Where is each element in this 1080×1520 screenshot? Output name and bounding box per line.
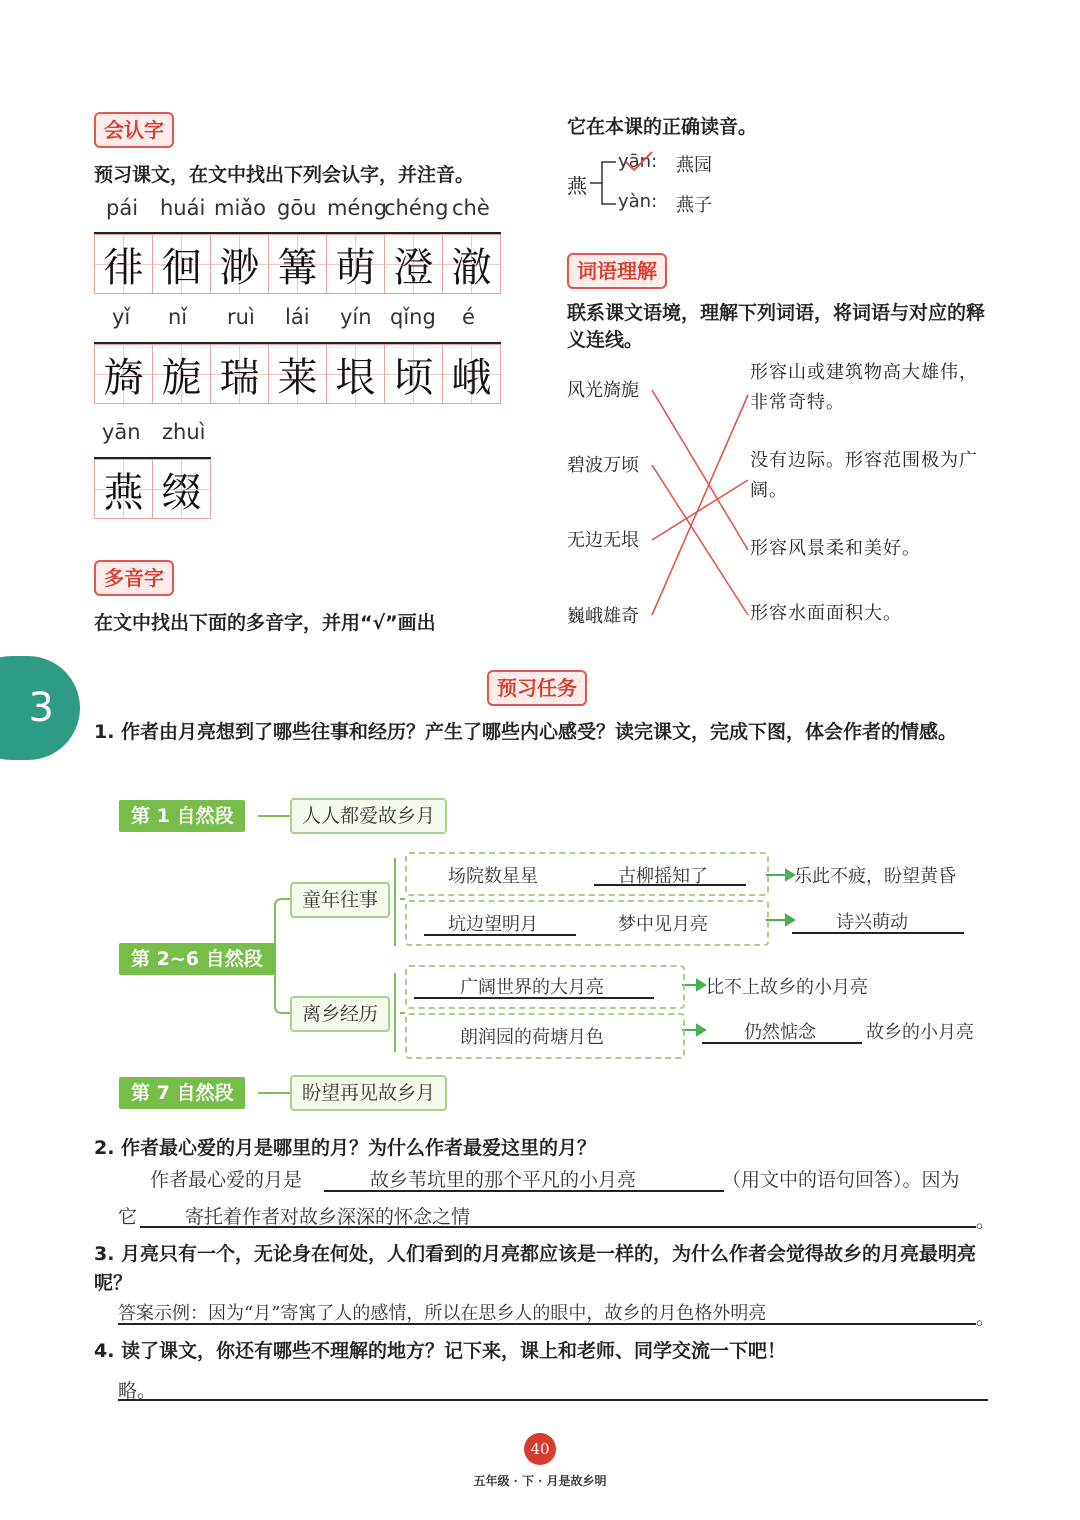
q3-answer: 答案示例：因为“月”寄寓了人的感情，所以在思乡人的眼中，故乡的月色格外明亮 xyxy=(118,1303,767,1324)
pinyin: yín xyxy=(340,305,372,329)
task-tag: 预习任务 xyxy=(487,670,587,706)
word-item: 风光旖旎 xyxy=(567,380,639,401)
reading-word-1: 燕园 xyxy=(676,155,712,176)
para-2-label: 第 2~6 自然段 xyxy=(119,943,275,975)
pinyin: miǎo xyxy=(214,196,267,220)
word-item: 碧波万顷 xyxy=(567,455,639,476)
childhood-row-1-b: 古柳摇知了 xyxy=(618,866,708,887)
pinyin: huái xyxy=(160,196,206,220)
char-cell: 峨 xyxy=(442,344,501,404)
para-1-content: 人人都爱故乡月 xyxy=(290,798,447,834)
away-label: 离乡经历 xyxy=(290,996,390,1032)
definition-item: 形容水面面积大。 xyxy=(750,603,902,624)
para-3-label: 第 7 自然段 xyxy=(119,1077,245,1109)
polyphone-instruction: 在文中找出下面的多音字，并用“√”画出 xyxy=(94,612,436,634)
away-row-1-result: 比不上故乡的小月亮 xyxy=(706,977,868,998)
q2-end: 。 xyxy=(976,1210,996,1232)
char-cell: 莱 xyxy=(268,344,327,404)
answer-underline xyxy=(140,1226,976,1228)
q2-line1-post: （用文中的语句回答）。因为 xyxy=(722,1169,960,1191)
reading-pinyin-2: yàn: xyxy=(618,191,658,212)
char-cell: 徊 xyxy=(152,234,211,294)
away-row-1-a: 广阔世界的大月亮 xyxy=(460,977,604,998)
childhood-row-2-a: 坑边望明月 xyxy=(448,914,538,935)
away-row-2-result-fill: 仍然惦念 xyxy=(744,1022,816,1043)
pinyin: pái xyxy=(106,196,139,220)
childhood-label: 童年往事 xyxy=(290,882,390,918)
recognize-tag: 会认字 xyxy=(94,112,174,148)
polyphone-char: 燕 xyxy=(567,174,587,198)
question-2: 2. 作者最心爱的月是哪里的月？为什么作者最爱这里的月？ xyxy=(94,1137,597,1159)
words-tag: 词语理解 xyxy=(567,253,667,289)
definition-item: 没有边际。形容范围极为广阔。 xyxy=(750,450,978,501)
pinyin: gōu xyxy=(277,196,317,220)
question-4: 4. 读了课文，你还有哪些不理解的地方？记下来，课上和老师、同学交流一下吧！ xyxy=(94,1340,787,1362)
childhood-row-2-result: 诗兴萌动 xyxy=(836,912,908,933)
char-cell: 萌 xyxy=(326,234,385,294)
char-cell: 顷 xyxy=(384,344,443,404)
char-cell: 澄 xyxy=(384,234,443,294)
match-line xyxy=(652,480,748,540)
char-cell: 瑞 xyxy=(210,344,269,404)
char-cell: 旖 xyxy=(94,344,153,404)
pinyin: méng xyxy=(327,196,388,220)
question-3: 3. 月亮只有一个，无论身在何处，人们看到的月亮都应该是一样的，为什么作者会觉得故乡的月亮最明亮呢？ xyxy=(94,1243,977,1294)
match-line xyxy=(652,395,748,615)
pinyin: lái xyxy=(285,305,310,329)
check-mark-icon xyxy=(618,148,658,176)
answer-underline xyxy=(792,932,964,934)
page-number: 40 xyxy=(524,1433,556,1465)
brace-icon xyxy=(586,152,620,210)
char-cell: 澈 xyxy=(442,234,501,294)
pinyin: é xyxy=(462,305,475,329)
away-row-2-result-tail: 故乡的小月亮 xyxy=(866,1022,974,1043)
char-cell: 徘 xyxy=(94,234,153,294)
chapter-badge: 3 xyxy=(0,656,80,760)
q2-line2-pre: 它 xyxy=(118,1206,138,1228)
char-cell: 旎 xyxy=(152,344,211,404)
recognize-instruction: 预习课文，在文中找出下列会认字，并注音。 xyxy=(94,164,475,186)
pinyin: chéng xyxy=(384,196,449,220)
word-item: 无边无垠 xyxy=(567,530,639,551)
pinyin: nǐ xyxy=(168,305,188,329)
char-cell: 篝 xyxy=(268,234,327,294)
definition-item: 形容山或建筑物高大雄伟，非常奇特。 xyxy=(750,362,978,413)
q2-line1-pre: 作者最心爱的月是 xyxy=(150,1169,303,1191)
q2-answer-2: 寄托着作者对故乡深深的怀念之情 xyxy=(185,1206,471,1228)
q3-end: 。 xyxy=(976,1307,996,1329)
answer-underline xyxy=(702,1042,862,1044)
match-line xyxy=(652,390,748,550)
pinyin: chè xyxy=(452,196,490,220)
pinyin: ruì xyxy=(227,305,255,329)
pinyin: zhuì xyxy=(162,420,206,444)
childhood-row-1-a: 场院数星星 xyxy=(448,866,538,887)
char-grid-row-1 xyxy=(94,232,501,294)
polyphone-tag: 多音字 xyxy=(94,560,174,596)
childhood-row-2-b: 梦中见月亮 xyxy=(618,914,708,935)
reading-word-2: 燕子 xyxy=(676,195,712,216)
pinyin: yǐ xyxy=(112,305,131,329)
char-cell: 燕 xyxy=(94,459,153,519)
words-instruction: 联系课文语境，理解下列词语，将词语与对应的释义连线。 xyxy=(567,302,986,351)
para-1-label: 第 1 自然段 xyxy=(119,800,245,832)
char-grid-row-3 xyxy=(94,457,211,519)
answer-underline xyxy=(594,884,746,886)
question-1: 1. 作者由月亮想到了哪些往事和经历？产生了哪些内心感受？读完课文，完成下图，体会作者的情感。 xyxy=(94,721,958,743)
matching-lines xyxy=(640,370,760,630)
pinyin: yān xyxy=(102,420,141,444)
char-grid-row-2 xyxy=(94,342,501,404)
q4-answer: 略。 xyxy=(118,1380,157,1402)
answer-underline xyxy=(324,1190,724,1192)
answer-underline xyxy=(414,997,654,999)
char-cell: 缀 xyxy=(152,459,211,519)
answer-underline xyxy=(424,934,576,936)
polyphone-continuation: 它在本课的正确读音。 xyxy=(567,116,758,138)
para-3-content: 盼望再见故乡月 xyxy=(290,1075,447,1111)
word-item: 巍峨雄奇 xyxy=(567,606,639,627)
footer-caption: 五年级 · 下 · 月是故乡明 xyxy=(473,1474,607,1488)
char-cell: 渺 xyxy=(210,234,269,294)
pinyin: qǐng xyxy=(390,305,436,329)
childhood-row-1-result: 乐此不疲，盼望黄昏 xyxy=(794,866,956,887)
match-line xyxy=(652,465,748,615)
char-cell: 垠 xyxy=(326,344,385,404)
answer-underline xyxy=(118,1323,976,1325)
q2-answer-1: 故乡苇坑里的那个平凡的小月亮 xyxy=(370,1169,637,1191)
definition-item: 形容风景柔和美好。 xyxy=(750,538,921,559)
answer-underline xyxy=(118,1399,988,1401)
away-row-2-a: 朗润园的荷塘月色 xyxy=(460,1027,604,1048)
reading-pinyin-1: yān: xyxy=(618,151,658,172)
